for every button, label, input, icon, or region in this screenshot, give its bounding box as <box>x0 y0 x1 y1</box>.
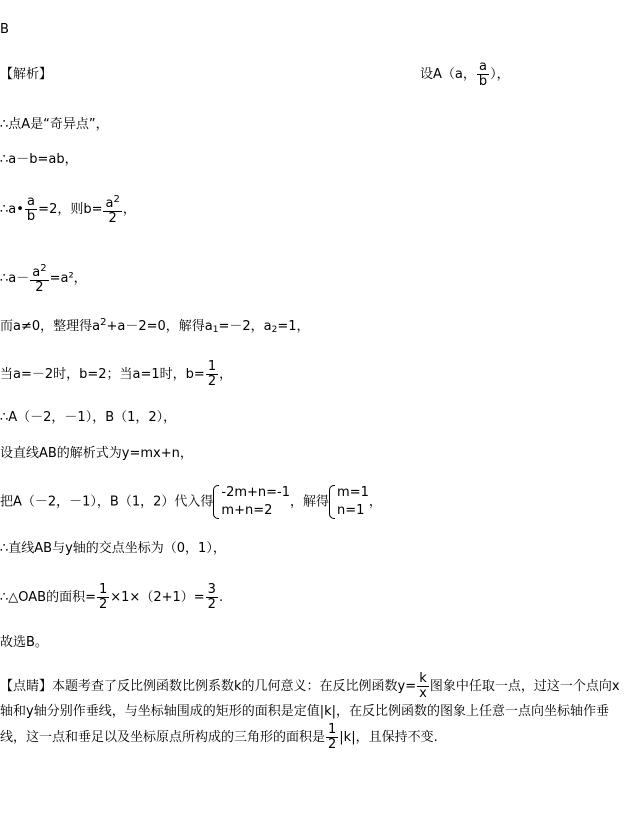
solve-text-2: +a－2=0，解得a <box>106 319 213 334</box>
sub-prefix: 把A（－2，－1），B（1，2）代入得 <box>0 494 214 510</box>
solve-text-4: =1， <box>277 319 310 334</box>
area-mid: ×1×（2+1）= <box>110 590 205 605</box>
analysis-label: 【解析】 <box>0 67 53 82</box>
equation-2: m+n=2 <box>221 503 273 518</box>
line-a-times-mid: =2，则b= <box>38 202 103 217</box>
fraction-numerator: 1 <box>98 582 108 597</box>
fraction-one-half <box>97 583 109 612</box>
answer-text: B <box>0 22 9 37</box>
fraction-denominator: b <box>26 209 36 224</box>
fraction-denominator: 2 <box>207 597 216 612</box>
fraction-a-over-b <box>25 195 37 224</box>
line-a-minus-b: ∴a－b=ab， <box>0 152 78 167</box>
solve-text-3: =－2，a <box>218 319 272 334</box>
solve-sub-1: 1 <box>212 325 219 335</box>
set-a-prefix: 设A（a， <box>420 67 476 82</box>
equation-system <box>213 484 290 520</box>
fraction-one-half <box>326 723 338 752</box>
sub-suffix: ， <box>368 494 382 510</box>
line-choose: 故选B。 <box>0 635 48 650</box>
fraction-denominator: 2 <box>207 374 217 389</box>
line-set-ab: 设直线AB的解析式为y=mx+n， <box>0 446 193 461</box>
exponent: 2 <box>113 194 120 205</box>
solution-2: n=1 <box>337 503 365 518</box>
fraction-denominator: x <box>419 686 427 701</box>
comment-text-1: 本题考查了反比例函数比例系数k的几何意义：在反比例函数y= <box>52 679 417 694</box>
fraction-denominator: 2 <box>98 597 108 612</box>
fraction-numerator <box>103 193 121 211</box>
equation-1: -2m+n=-1 <box>221 485 291 500</box>
fraction-numerator: 1 <box>328 722 337 737</box>
fraction-numerator: 3 <box>207 582 216 597</box>
base: a <box>32 265 41 280</box>
fraction-one-half <box>206 360 218 389</box>
comment-paragraph <box>0 672 628 752</box>
line-strange-point: ∴点A是“奇异点”， <box>0 117 109 132</box>
fraction-a-over-b <box>477 60 489 89</box>
fraction-three-halves <box>206 583 218 612</box>
fraction-denominator: b <box>478 74 488 89</box>
fraction-denominator: 2 <box>30 280 48 295</box>
solve-text-1: 而a≠0，整理得a <box>0 319 101 334</box>
line-a-minus-frac <box>0 262 87 295</box>
comment-label: 【点睛】 <box>0 679 53 694</box>
fraction-numerator: a <box>479 59 487 74</box>
comment-text-3: |k|，且保持不变. <box>339 730 438 745</box>
sub-mid: ，解得 <box>290 494 330 510</box>
base: a <box>105 196 114 211</box>
fraction-a-squared-over-2 <box>30 262 48 295</box>
fraction-k-over-x <box>417 672 429 701</box>
cases-suffix: ， <box>219 367 233 382</box>
line-a-times-suffix: ， <box>122 202 136 217</box>
fraction-numerator <box>30 262 48 280</box>
line-a-times <box>0 193 136 226</box>
fraction-denominator: 2 <box>103 211 121 226</box>
cases-prefix: 当a=－2时，b=2；当a=1时，b= <box>0 367 205 382</box>
fraction-denominator: 2 <box>328 737 337 752</box>
line-solve <box>0 315 310 338</box>
line-cases <box>0 360 232 389</box>
fraction-numerator: 1 <box>207 359 217 374</box>
line-substitute <box>0 484 382 520</box>
fraction-a-squared-over-2 <box>103 193 121 226</box>
line-a-minus-suffix: =a²， <box>49 271 87 286</box>
exponent: 2 <box>40 263 47 274</box>
fraction-numerator: k <box>419 671 427 686</box>
set-point-a <box>420 60 510 89</box>
area-prefix: ∴△OAB的面积= <box>0 590 96 605</box>
set-a-suffix: ）， <box>490 67 510 82</box>
solve-sub-2: 2 <box>271 325 278 335</box>
fraction-numerator: a <box>27 194 36 209</box>
line-a-times-prefix: ∴a• <box>0 202 24 217</box>
solution-system <box>329 484 369 520</box>
solve-sup: 2 <box>100 317 107 328</box>
line-a-minus-prefix: ∴a－ <box>0 271 30 286</box>
line-points: ∴A（－2，－1），B（1，2）， <box>0 410 177 425</box>
comment-text-2: 图象中任取一点，过这一个点向x轴和y轴分别作垂线，与坐标轴围成的矩形的面积是定值|k|，在反比例函数的图象上任意一点向坐标轴作垂线，这一点和垂足以及坐标原点所构成的三角形的面积是 <box>0 679 620 745</box>
area-suffix: . <box>218 590 224 605</box>
line-area <box>0 583 223 612</box>
solution-1: m=1 <box>337 485 369 500</box>
line-intersect: ∴直线AB与y轴的交点坐标为（0，1）， <box>0 541 226 556</box>
